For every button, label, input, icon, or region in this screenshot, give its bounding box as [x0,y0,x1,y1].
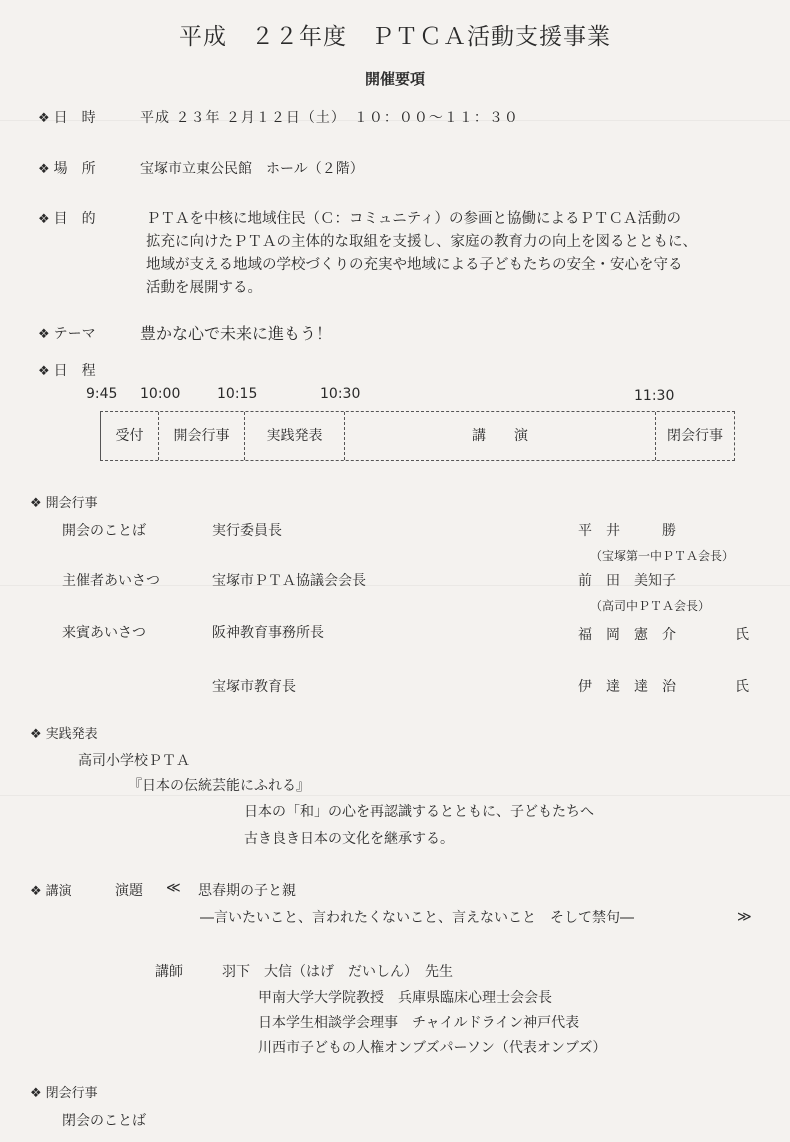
schedule-time: 10:30 [320,386,361,402]
bullet-icon: ❖ [38,111,50,126]
lecture-affiliation: 日本学生相談学会理事 チャイルドライン神戸代表 [258,1015,580,1031]
lecture-affiliation: 甲南大学大学院教授 兵庫県臨床心理士会会長 [258,990,552,1006]
lecture-speaker-label: 講師 [155,964,183,980]
purpose-line: 活動を展開する。 [146,280,262,296]
opening-role: 来賓あいさつ [62,625,146,641]
practice-heading: ❖ 実践発表 [30,727,98,742]
bullet-icon: ❖ [38,212,50,227]
purpose-line: 地域が支える地域の学校づくりの充実や地域による子どもたちの安全・安心を守る [146,257,683,273]
opening-role: 主催者あいさつ [62,573,160,589]
schedule-time: 10:15 [217,386,258,402]
bullet-icon: ❖ [38,327,50,342]
lecture-topic-sub: ―言いたいこと、言われたくないこと、言えないこと そして禁句― [200,910,634,926]
schedule-time: 9:45 [86,386,118,402]
theme-label: ❖ テーマ [38,326,96,342]
opening-name: 前 田 美知子 [578,573,676,589]
opening-heading: ❖ 開会行事 [30,496,98,511]
opening-title: 実行委員長 [212,523,282,539]
lecture-topic-label: 演題 [115,883,143,899]
venue-label: ❖ 場 所 [38,161,96,177]
schedule-cell: 閉会行事 [667,428,723,444]
opening-note: （宝塚第一中ＰＴＡ会長） [590,549,735,563]
practice-school: 高司小学校ＰＴＡ [78,753,190,769]
opening-title: 宝塚市ＰＴＡ協議会会長 [212,573,366,589]
bullet-icon: ❖ [30,884,42,899]
schedule-cell: 講 演 [345,412,656,460]
practice-line: 日本の「和」の心を再認識するとともに、子どもたちへ [244,804,594,820]
lecture-topic: 思春期の子と親 [198,883,296,899]
theme-value: 豊かな心で未来に進もう！ [140,324,333,343]
opening-name: 伊 達 達 治 [578,679,676,695]
lecture-speaker: 羽下 大信（はげ だいしん） 先生 [222,964,453,980]
datetime-value: 平成 ２３年 ２月１２日（土） １０：００～１１：３０ [140,110,519,126]
schedule-time: 11:30 [634,388,675,404]
bullet-icon: ❖ [38,364,50,379]
purpose-line: ＰＴＡを中核に地域住民（Ｃ：コミュニティ）の参画と協働によるＰＴＣＡ活動の [146,211,682,227]
schedule-table [100,411,735,461]
purpose-line: 拡充に向けたＰＴＡの主体的な取組を支援し、家庭の教育力の向上を図るとともに、 [146,234,697,250]
schedule-label: ❖ 日 程 [38,363,96,379]
opening-role: 開会のことば [62,523,146,539]
lecture-affiliation: 川西市子どもの人権オンブズパーソン（代表オンブズ） [258,1040,607,1056]
closing-heading: ❖ 閉会行事 [30,1086,98,1101]
opening-note: （高司中ＰＴＡ会長） [590,599,711,613]
schedule-time: 10:00 [140,386,181,402]
bullet-icon: ❖ [30,1086,42,1101]
opening-name: 平 井 勝 [578,523,676,539]
opening-honorific: 氏 [735,679,749,695]
opening-title: 宝塚市教育長 [212,679,296,695]
venue-value: 宝塚市立東公民館 ホール（２階） [140,161,364,177]
bullet-icon: ❖ [30,727,42,742]
datetime-label: ❖ 日 時 [38,110,96,126]
practice-theme: 『日本の伝統芸能にふれる』 [128,778,310,794]
opening-honorific: 氏 [735,627,749,643]
purpose-label: ❖ 目 的 [38,211,96,227]
schedule-cell: 受付 [101,412,159,460]
schedule-cell: 開会行事 [159,412,245,460]
opening-title: 阪神教育事務所長 [212,625,324,641]
lecture-topic-open: ≪ [166,880,181,896]
schedule-cell: 実践発表 [245,412,345,460]
paper-fold [0,795,790,796]
purpose-text [146,208,776,300]
page-title: 平成 ２２年度 ＰＴＣＡ活動支援事業 [179,24,611,50]
bullet-icon: ❖ [38,162,50,177]
bullet-icon: ❖ [30,496,42,511]
page-subtitle: 開催要項 [364,70,425,88]
lecture-heading: ❖ 講演 [30,884,72,899]
lecture-topic-close: ≫ [737,909,752,925]
practice-line: 古き良き日本の文化を継承する。 [244,831,454,847]
opening-name: 福 岡 憲 介 [578,627,676,643]
closing-item: 閉会のことば [62,1113,146,1129]
